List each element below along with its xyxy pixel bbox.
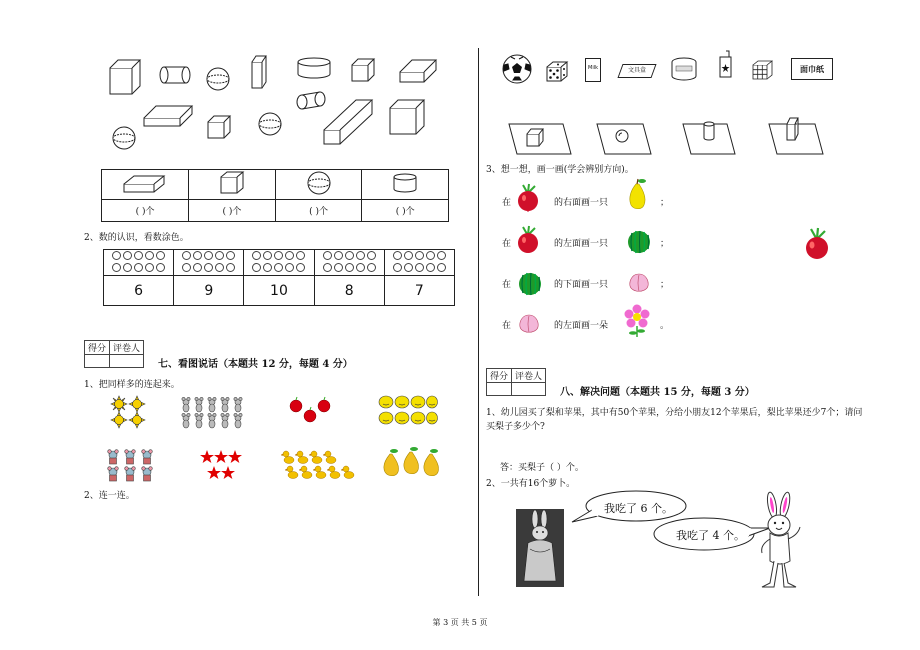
direction-end-3: ； — [660, 280, 670, 290]
direction-pre-1: 在 — [502, 198, 512, 208]
smiley-group-icon[interactable] — [378, 394, 438, 426]
cuboid-icon — [120, 172, 170, 194]
dot-group[interactable] — [104, 250, 174, 276]
radish-icon — [515, 226, 541, 254]
milk-carton-icon — [585, 58, 601, 82]
speech-bubble-1: 我吃了 6 个。 — [604, 502, 673, 515]
problem-1-line-1: 1、幼儿园买了梨和苹果，其中有50个苹果，分给小朋友12个苹果后，梨比苹果还少7个；请问 — [486, 408, 863, 418]
answer-line[interactable]: 答：买梨子（ ）个。 — [500, 463, 584, 473]
number-color-table — [103, 249, 455, 306]
watermelon-icon — [517, 271, 543, 297]
number-cell: 8 — [314, 276, 384, 306]
grader-label: 评卷人 — [110, 341, 144, 355]
number-cell: 9 — [174, 276, 244, 306]
pear-group-icon[interactable] — [380, 446, 440, 478]
problem-2-title: 2、一共有16个萝卜。 — [486, 479, 576, 489]
cylinder-cell — [362, 170, 449, 200]
shape-count-blank[interactable]: ( )个 — [189, 200, 276, 222]
view-drawings-illustration — [505, 116, 845, 162]
grader-field[interactable] — [512, 383, 546, 396]
rabbit-mother-picture — [516, 509, 564, 587]
cube-cell — [189, 170, 276, 200]
shape-count-table — [101, 169, 449, 222]
section-8-title: 八、解决问题（本题共 15 分，每题 3 分） — [560, 387, 755, 398]
tissue-box-label: 面巾纸 — [800, 64, 824, 74]
cylinder-icon — [390, 171, 420, 195]
can-icon — [670, 56, 698, 82]
problem-1-line-2: 买梨子多少个? — [486, 422, 545, 432]
shape-count-blank[interactable]: ( )个 — [275, 200, 362, 222]
peach-icon — [627, 271, 651, 295]
direction-end-4: 。 — [660, 321, 670, 331]
dot-group[interactable] — [174, 250, 244, 276]
question-2b-title: 2、连一连。 — [84, 491, 135, 501]
question-2-title: 2、数的认识，看数涂色。 — [84, 233, 189, 243]
score-field[interactable] — [487, 383, 512, 396]
sphere-icon — [306, 170, 332, 196]
pear-icon — [626, 178, 648, 210]
score-box — [486, 368, 546, 396]
shape-count-blank[interactable]: ( )个 — [102, 200, 189, 222]
pencil-box-label: 文具盒 — [627, 67, 646, 74]
grader-field[interactable] — [110, 355, 144, 368]
direction-pre-3: 在 — [502, 280, 512, 290]
score-box — [84, 340, 144, 368]
dot-group[interactable] — [314, 250, 384, 276]
soccer-ball-icon — [501, 53, 533, 85]
number-cell: 7 — [384, 276, 454, 306]
section-7-title: 七、看图说话（本题共 12 分，每题 4 分） — [158, 359, 353, 370]
mouse-group-icon[interactable] — [180, 395, 254, 431]
question-1-title: 1、把同样多的连起来。 — [84, 380, 180, 390]
cuboid-cell — [102, 170, 189, 200]
direction-end-1: ； — [660, 198, 670, 208]
grader-label: 评卷人 — [512, 369, 546, 383]
flower-icon — [624, 304, 650, 338]
drink-box-icon — [717, 50, 735, 80]
rubik-cube-icon — [751, 59, 775, 83]
bear-group-icon[interactable] — [106, 449, 158, 483]
direction-text-3: 的下面画一只 — [554, 280, 609, 290]
direction-text-2: 的左面画一只 — [554, 239, 609, 249]
cube-icon — [217, 171, 247, 195]
dot-group[interactable] — [384, 250, 454, 276]
question-3-title: 3、想一想，画一画(学会辨别方向)。 — [486, 165, 634, 175]
score-label: 得分 — [85, 341, 110, 355]
direction-end-2: ； — [660, 239, 670, 249]
score-label: 得分 — [487, 369, 512, 383]
direction-text-1: 的右面画一只 — [554, 198, 609, 208]
speech-bubble-2: 我吃了 4 个。 — [676, 529, 745, 542]
rabbit-cartoon-icon — [752, 491, 808, 591]
direction-pre-4: 在 — [502, 321, 512, 331]
direction-text-4: 的左面画一朵 — [554, 321, 609, 331]
radish-icon — [802, 228, 832, 260]
star-group-icon[interactable] — [200, 450, 242, 482]
number-cell: 10 — [244, 276, 314, 306]
dice-icon — [545, 60, 569, 84]
milk-label: Milk — [588, 65, 598, 71]
pencil-box-icon — [617, 64, 656, 78]
page-footer: 第 3 页 共 5 页 — [432, 618, 488, 627]
score-field[interactable] — [85, 355, 110, 368]
column-divider — [478, 48, 479, 596]
dot-group[interactable] — [244, 250, 314, 276]
number-cell: 6 — [104, 276, 174, 306]
solid-shapes-illustration — [100, 50, 480, 150]
peach-icon — [517, 312, 541, 336]
apple-group-icon[interactable] — [286, 396, 334, 426]
sphere-cell — [275, 170, 362, 200]
direction-pre-2: 在 — [502, 239, 512, 249]
tissue-box-icon — [791, 58, 833, 80]
sun-group-icon[interactable] — [110, 395, 150, 429]
radish-icon — [515, 184, 541, 212]
shape-count-blank[interactable]: ( )个 — [362, 200, 449, 222]
watermelon-icon — [626, 229, 652, 255]
duck-group-icon[interactable] — [281, 450, 355, 480]
